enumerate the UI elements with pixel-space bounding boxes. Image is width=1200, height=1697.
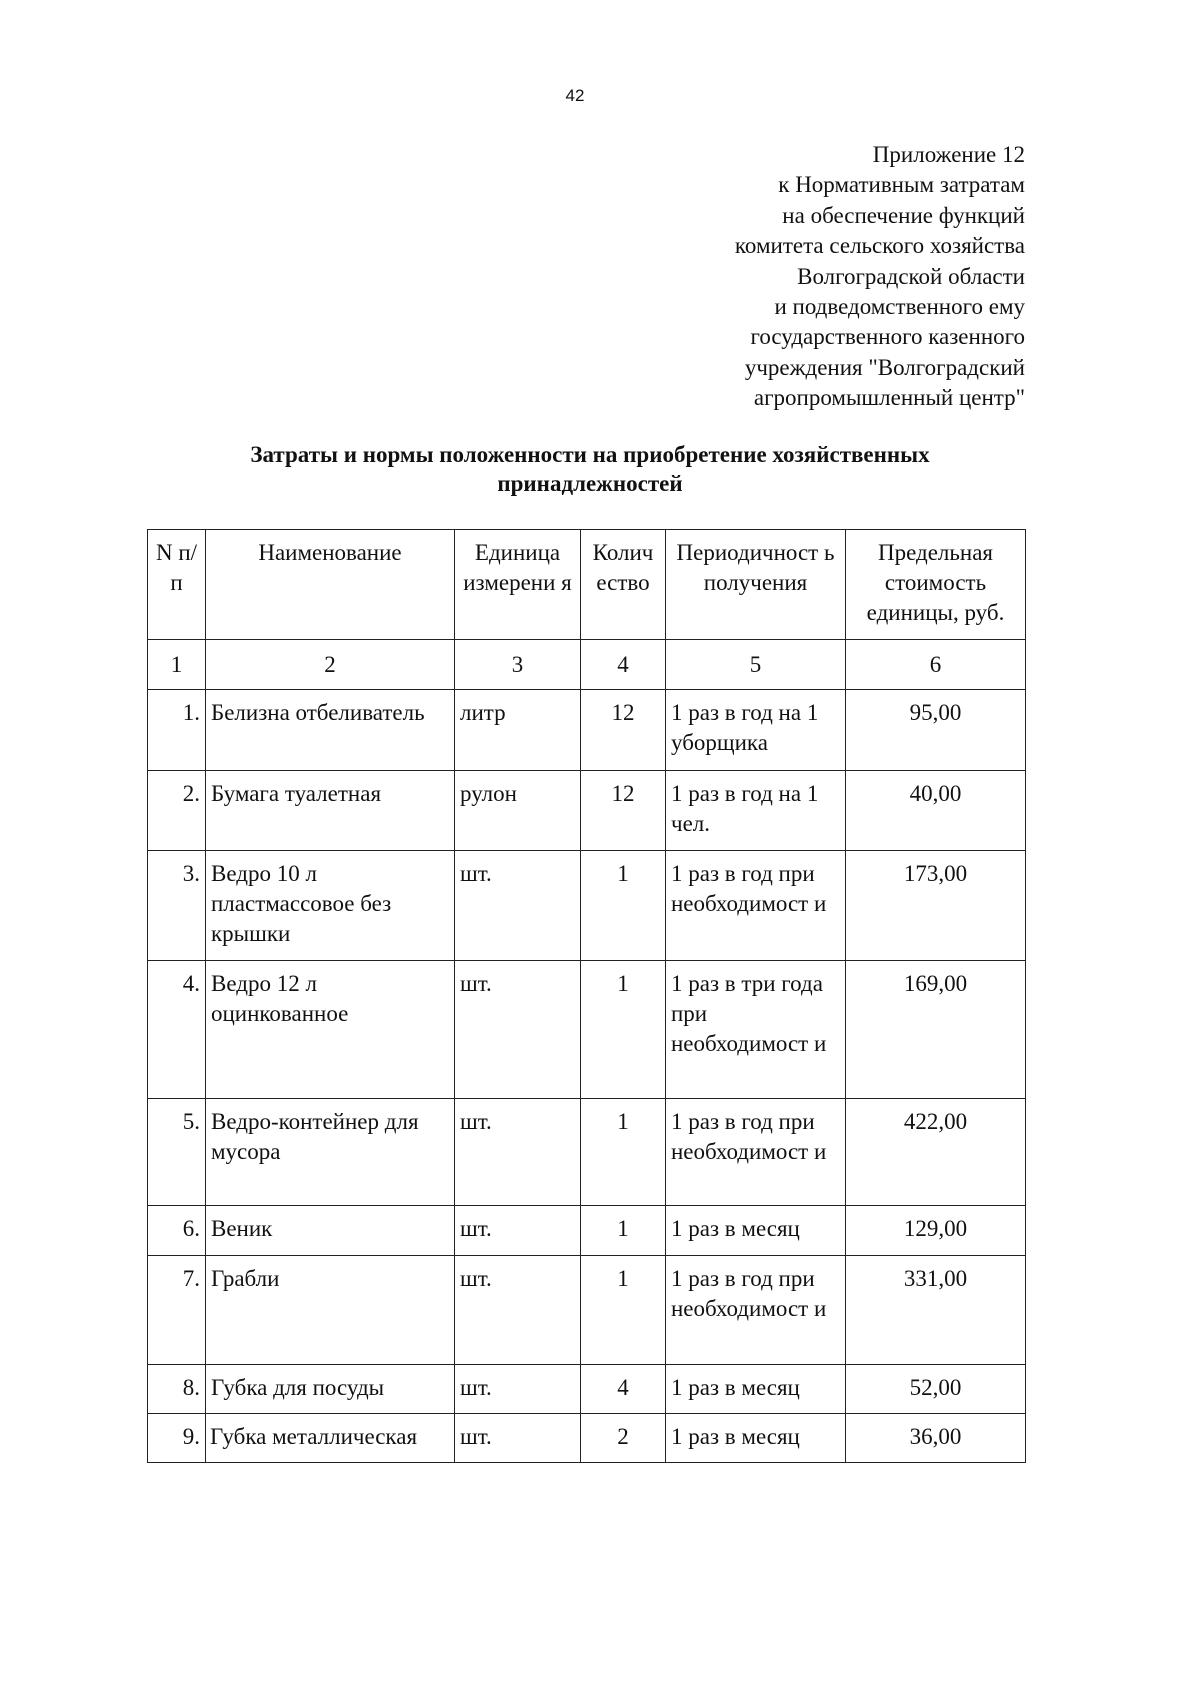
row-num: 5.	[148, 1099, 206, 1206]
row-name: Губка для посуды	[206, 1365, 455, 1414]
row-unit: литр	[455, 690, 581, 771]
row-unit: шт.	[455, 1256, 581, 1365]
header-qty: Колич ество	[581, 530, 666, 640]
table-header-row	[148, 530, 1026, 640]
row-qty: 2	[581, 1414, 666, 1463]
row-num: 2.	[148, 771, 206, 851]
appendix-line: агропромышленный центр"	[753, 385, 1025, 411]
row-num: 4.	[148, 961, 206, 1099]
column-number: 6	[846, 640, 1026, 690]
row-price: 52,00	[846, 1365, 1026, 1414]
table-row	[148, 1414, 1026, 1463]
row-qty: 12	[581, 690, 666, 771]
row-qty: 1	[581, 961, 666, 1099]
column-number-row	[148, 640, 1026, 690]
table-row	[148, 1256, 1026, 1365]
row-unit: шт.	[455, 1414, 581, 1463]
row-qty: 4	[581, 1365, 666, 1414]
row-qty: 1	[581, 851, 666, 961]
header-price: Предельная стоимость единицы, руб.	[846, 530, 1026, 640]
row-price: 173,00	[846, 851, 1026, 961]
row-num: 7.	[148, 1256, 206, 1365]
row-price: 95,00	[846, 690, 1026, 771]
row-name: Ведро 10 л пластмассовое без крышки	[206, 851, 455, 961]
row-unit: шт.	[455, 1099, 581, 1206]
row-period: 1 раз в три года при необходимост и	[666, 961, 846, 1099]
row-unit: шт.	[455, 1206, 581, 1256]
row-num: 9.	[148, 1414, 206, 1463]
row-unit: шт.	[455, 961, 581, 1099]
header-name: Наименование	[206, 530, 455, 640]
row-name: Грабли	[206, 1256, 455, 1365]
row-unit: шт.	[455, 1365, 581, 1414]
row-price: 422,00	[846, 1099, 1026, 1206]
title-line-1: Затраты и нормы положенности на приобретение хозяйственных	[250, 442, 930, 467]
column-number: 5	[666, 640, 846, 690]
row-price: 129,00	[846, 1206, 1026, 1256]
column-number: 3	[455, 640, 581, 690]
row-period: 1 раз в месяц	[666, 1365, 846, 1414]
row-period: 1 раз в год при необходимост и	[666, 851, 846, 961]
document-title	[0, 440, 1180, 498]
header-unit: Единица измерени я	[455, 530, 581, 640]
row-num: 3.	[148, 851, 206, 961]
title-line-2: принадлежностей	[497, 471, 683, 496]
table-row	[148, 851, 1026, 961]
row-num: 6.	[148, 1206, 206, 1256]
table-row	[148, 1099, 1026, 1206]
appendix-line: учреждения "Волгоградский	[744, 354, 1025, 380]
row-price: 169,00	[846, 961, 1026, 1099]
row-num: 1.	[148, 690, 206, 771]
appendix-line: комитета сельского хозяйства	[734, 233, 1025, 259]
page-number: 42	[565, 86, 585, 105]
row-name: Бумага туалетная	[206, 771, 455, 851]
row-period: 1 раз в год на 1 уборщика	[666, 690, 846, 771]
row-period: 1 раз в месяц	[666, 1206, 846, 1256]
table-row	[148, 690, 1026, 771]
header-period: Периодичност ь получения	[666, 530, 846, 640]
row-qty: 1	[581, 1099, 666, 1206]
row-name: Ведро 12 л оцинкованное	[206, 961, 455, 1099]
row-price: 40,00	[846, 771, 1026, 851]
row-period: 1 раз в год при необходимост и	[666, 1099, 846, 1206]
column-number: 4	[581, 640, 666, 690]
row-qty: 12	[581, 771, 666, 851]
row-qty: 1	[581, 1206, 666, 1256]
table-row	[148, 771, 1026, 851]
column-number: 2	[206, 640, 455, 690]
appendix-reference	[735, 140, 1025, 414]
row-unit: шт.	[455, 851, 581, 961]
row-period: 1 раз в год при необходимост и	[666, 1256, 846, 1365]
appendix-line: к Нормативным затратам	[778, 172, 1025, 198]
table-row	[148, 961, 1026, 1099]
row-num: 8.	[148, 1365, 206, 1414]
row-unit: рулон	[455, 771, 581, 851]
appendix-line: Приложение 12	[872, 142, 1025, 167]
row-period: 1 раз в год на 1 чел.	[666, 771, 846, 851]
appendix-line: государственного казенного	[750, 324, 1025, 350]
row-qty: 1	[581, 1256, 666, 1365]
row-price: 331,00	[846, 1256, 1026, 1365]
row-name: Белизна отбеливатель	[206, 690, 455, 771]
row-period: 1 раз в месяц	[666, 1414, 846, 1463]
appendix-line: и подведомственного ему	[774, 294, 1025, 320]
table-row	[148, 1365, 1026, 1414]
table-row	[148, 1206, 1026, 1256]
appendix-line: на обеспечение функций	[782, 202, 1025, 228]
row-name: Веник	[206, 1206, 455, 1256]
row-name: Ведро-контейнер для мусора	[206, 1099, 455, 1206]
row-name: Губка металлическая	[206, 1414, 455, 1463]
row-price: 36,00	[846, 1414, 1026, 1463]
header-num: N п/п	[148, 530, 206, 640]
supplies-norms-table	[147, 529, 1026, 1463]
column-number: 1	[148, 640, 206, 690]
appendix-line: Волгоградской области	[797, 263, 1025, 289]
